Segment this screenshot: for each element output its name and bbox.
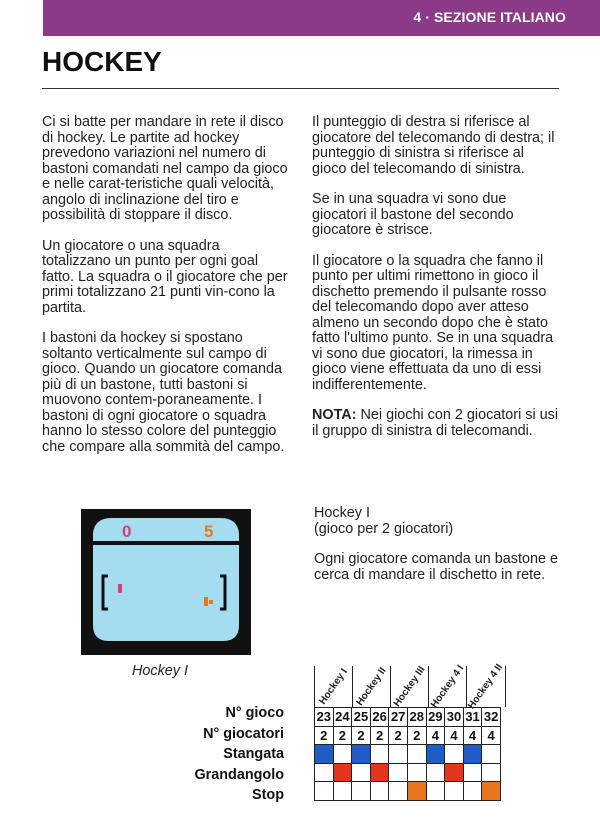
paragraph: Se in una squadra vi sono due giocatori il bastone del secondo giocatore è strisce.: [312, 191, 514, 238]
game-number-cell: 26: [370, 708, 389, 727]
grandangolo-cell: [482, 763, 501, 782]
grandangolo-cell: [315, 763, 334, 782]
game-number-cell: 24: [333, 708, 352, 727]
header-group: [314, 666, 353, 707]
stangata-cell: [389, 745, 408, 764]
paragraph: Il punteggio di destra si riferisce al giocatore del telecomando di destra; il punteggio di sinistra si riferisce al gioco del telecomando di sinistra.: [312, 114, 555, 177]
game-number-cell: 32: [482, 708, 501, 727]
title-divider: [42, 88, 559, 89]
stop-cell: [426, 782, 445, 801]
row-label-players: N° giocatori: [203, 725, 284, 742]
grandangolo-cell: [407, 763, 426, 782]
puck: [209, 600, 213, 604]
screen-caption: Hockey I: [132, 663, 188, 679]
game-number-cell: 31: [463, 708, 482, 727]
table-header: [314, 661, 506, 711]
game-number-cell: 23: [315, 708, 334, 727]
header-group: [428, 662, 467, 710]
stangata-cell: [482, 745, 501, 764]
grandangolo-cell: [445, 763, 464, 782]
game-number-cell: 25: [352, 708, 371, 727]
score-bar: [93, 518, 239, 541]
table-row-games: [315, 708, 501, 727]
player-count-cell: 4: [463, 726, 482, 745]
options-cells: [314, 707, 501, 801]
group-label: Hockey I: [317, 666, 350, 707]
stangata-cell: [426, 745, 445, 764]
row-label-stangata: Stangata: [223, 746, 284, 762]
stop-cell: [315, 782, 334, 801]
stangata-cell: [333, 745, 352, 764]
row-label-grandangolo: Grandangolo: [194, 766, 284, 783]
page-title: HOCKEY: [42, 46, 162, 77]
player-count-cell: 2: [352, 726, 371, 745]
stop-cell: [333, 782, 352, 801]
score-right: 5: [204, 522, 214, 541]
table-row-stangata: [315, 745, 501, 764]
section-label: 4 · SEZIONE ITALIANO: [413, 9, 566, 25]
stangata-cell: [445, 745, 464, 764]
table-row-stop: [315, 782, 501, 801]
game-options-table: [314, 661, 506, 800]
player-count-cell: 4: [426, 726, 445, 745]
left-column: [42, 115, 292, 470]
grandangolo-cell: [426, 763, 445, 782]
table-row-players: [315, 726, 501, 745]
player-count-cell: 2: [315, 726, 334, 745]
variant-description: [314, 506, 564, 598]
game-number-cell: 30: [445, 708, 464, 727]
stangata-cell: [315, 745, 334, 764]
left-stick: [118, 584, 122, 593]
game-number-cell: 28: [407, 708, 426, 727]
paragraph: I bastoni da hockey si spostano soltanto verticalmente sul campo di gioco. Quando un giocatore comanda più di un bastone, tutti bastoni si muovono contem-poraneamente. I bastoni di ogni giocatore o squadra hanno lo stesso colore del punteggio che compare alla sommità del campo.: [42, 330, 285, 455]
score-left: 0: [122, 522, 132, 541]
player-count-cell: 4: [482, 726, 501, 745]
stangata-cell: [352, 745, 371, 764]
variant-text: Ogni giocatore comanda un bastone e cerca di mandare il dischetto in rete.: [314, 551, 559, 583]
stangata-cell: [463, 745, 482, 764]
paragraph: Un giocatore o una squadra totalizzano un punto per ogni goal fatto. La squadra o il giocatore che per primi totalizzano 21 punti vin-cono la partita.: [42, 237, 288, 316]
grandangolo-cell: [370, 763, 389, 782]
header-group: [466, 661, 506, 711]
grandangolo-cell: [389, 763, 408, 782]
section-banner: [43, 0, 600, 36]
variant-title: Hockey I: [314, 505, 370, 521]
game-screen-illustration: [81, 509, 251, 655]
group-label: Hockey 4 I: [428, 662, 467, 710]
table-row-labels: [160, 703, 284, 806]
stangata-cell: [370, 745, 389, 764]
group-label: Hockey II: [354, 665, 389, 708]
header-group: [352, 666, 391, 707]
player-count-cell: 2: [389, 726, 408, 745]
stangata-cell: [407, 745, 426, 764]
playing-field: [93, 545, 239, 641]
player-count-cell: 4: [445, 726, 464, 745]
variant-subtitle: (gioco per 2 giocatori): [314, 520, 454, 537]
row-label-stop: Stop: [252, 787, 284, 803]
paragraph: Il giocatore o la squadra che fanno il punto per ultimi rimettono in gioco il dischetto premendo il pulsante rosso del telecomando dopo aver atteso almeno un secondo dopo che è stato fatto l'ultimo punto. Se in una squadra vi sono due giocatori, la rimessa in gioco viene effettuata da uno di essi indifferentemente.: [312, 252, 554, 393]
player-count-cell: 2: [333, 726, 352, 745]
game-number-cell: 27: [389, 708, 408, 727]
stop-cell: [389, 782, 408, 801]
grandangolo-cell: [352, 763, 371, 782]
group-label: Hockey III: [391, 663, 428, 709]
row-label-game-number: N° gioco: [225, 705, 284, 721]
nota-label: NOTA:: [312, 407, 357, 423]
player-count-cell: 2: [370, 726, 389, 745]
grandangolo-cell: [333, 763, 352, 782]
table-row-grandangolo: [315, 763, 501, 782]
nota-text: Nei giochi con 2 giocatori si usi il gruppo di sinistra di telecomandi.: [312, 407, 559, 439]
stop-cell: [352, 782, 371, 801]
right-stick: [204, 597, 208, 606]
player-count-cell: 2: [407, 726, 426, 745]
paragraph: Ci si batte per mandare in rete il disco di hockey. Le partite ad hockey prevedono variazioni nel numero di bastoni comandati nel campo da gioco e nelle carat-teristiche quali velocità, angolo di inclinazione del tiro e possibilità di stoppare il disco.: [42, 114, 288, 223]
right-column: [312, 115, 562, 454]
nota: [312, 408, 562, 439]
group-label: Hockey 4 II: [466, 661, 506, 711]
stop-cell: [463, 782, 482, 801]
stop-cell: [407, 782, 426, 801]
stop-cell: [445, 782, 464, 801]
stop-cell: [370, 782, 389, 801]
header-group: [390, 663, 429, 709]
grandangolo-cell: [463, 763, 482, 782]
stop-cell: [482, 782, 501, 801]
game-number-cell: 29: [426, 708, 445, 727]
